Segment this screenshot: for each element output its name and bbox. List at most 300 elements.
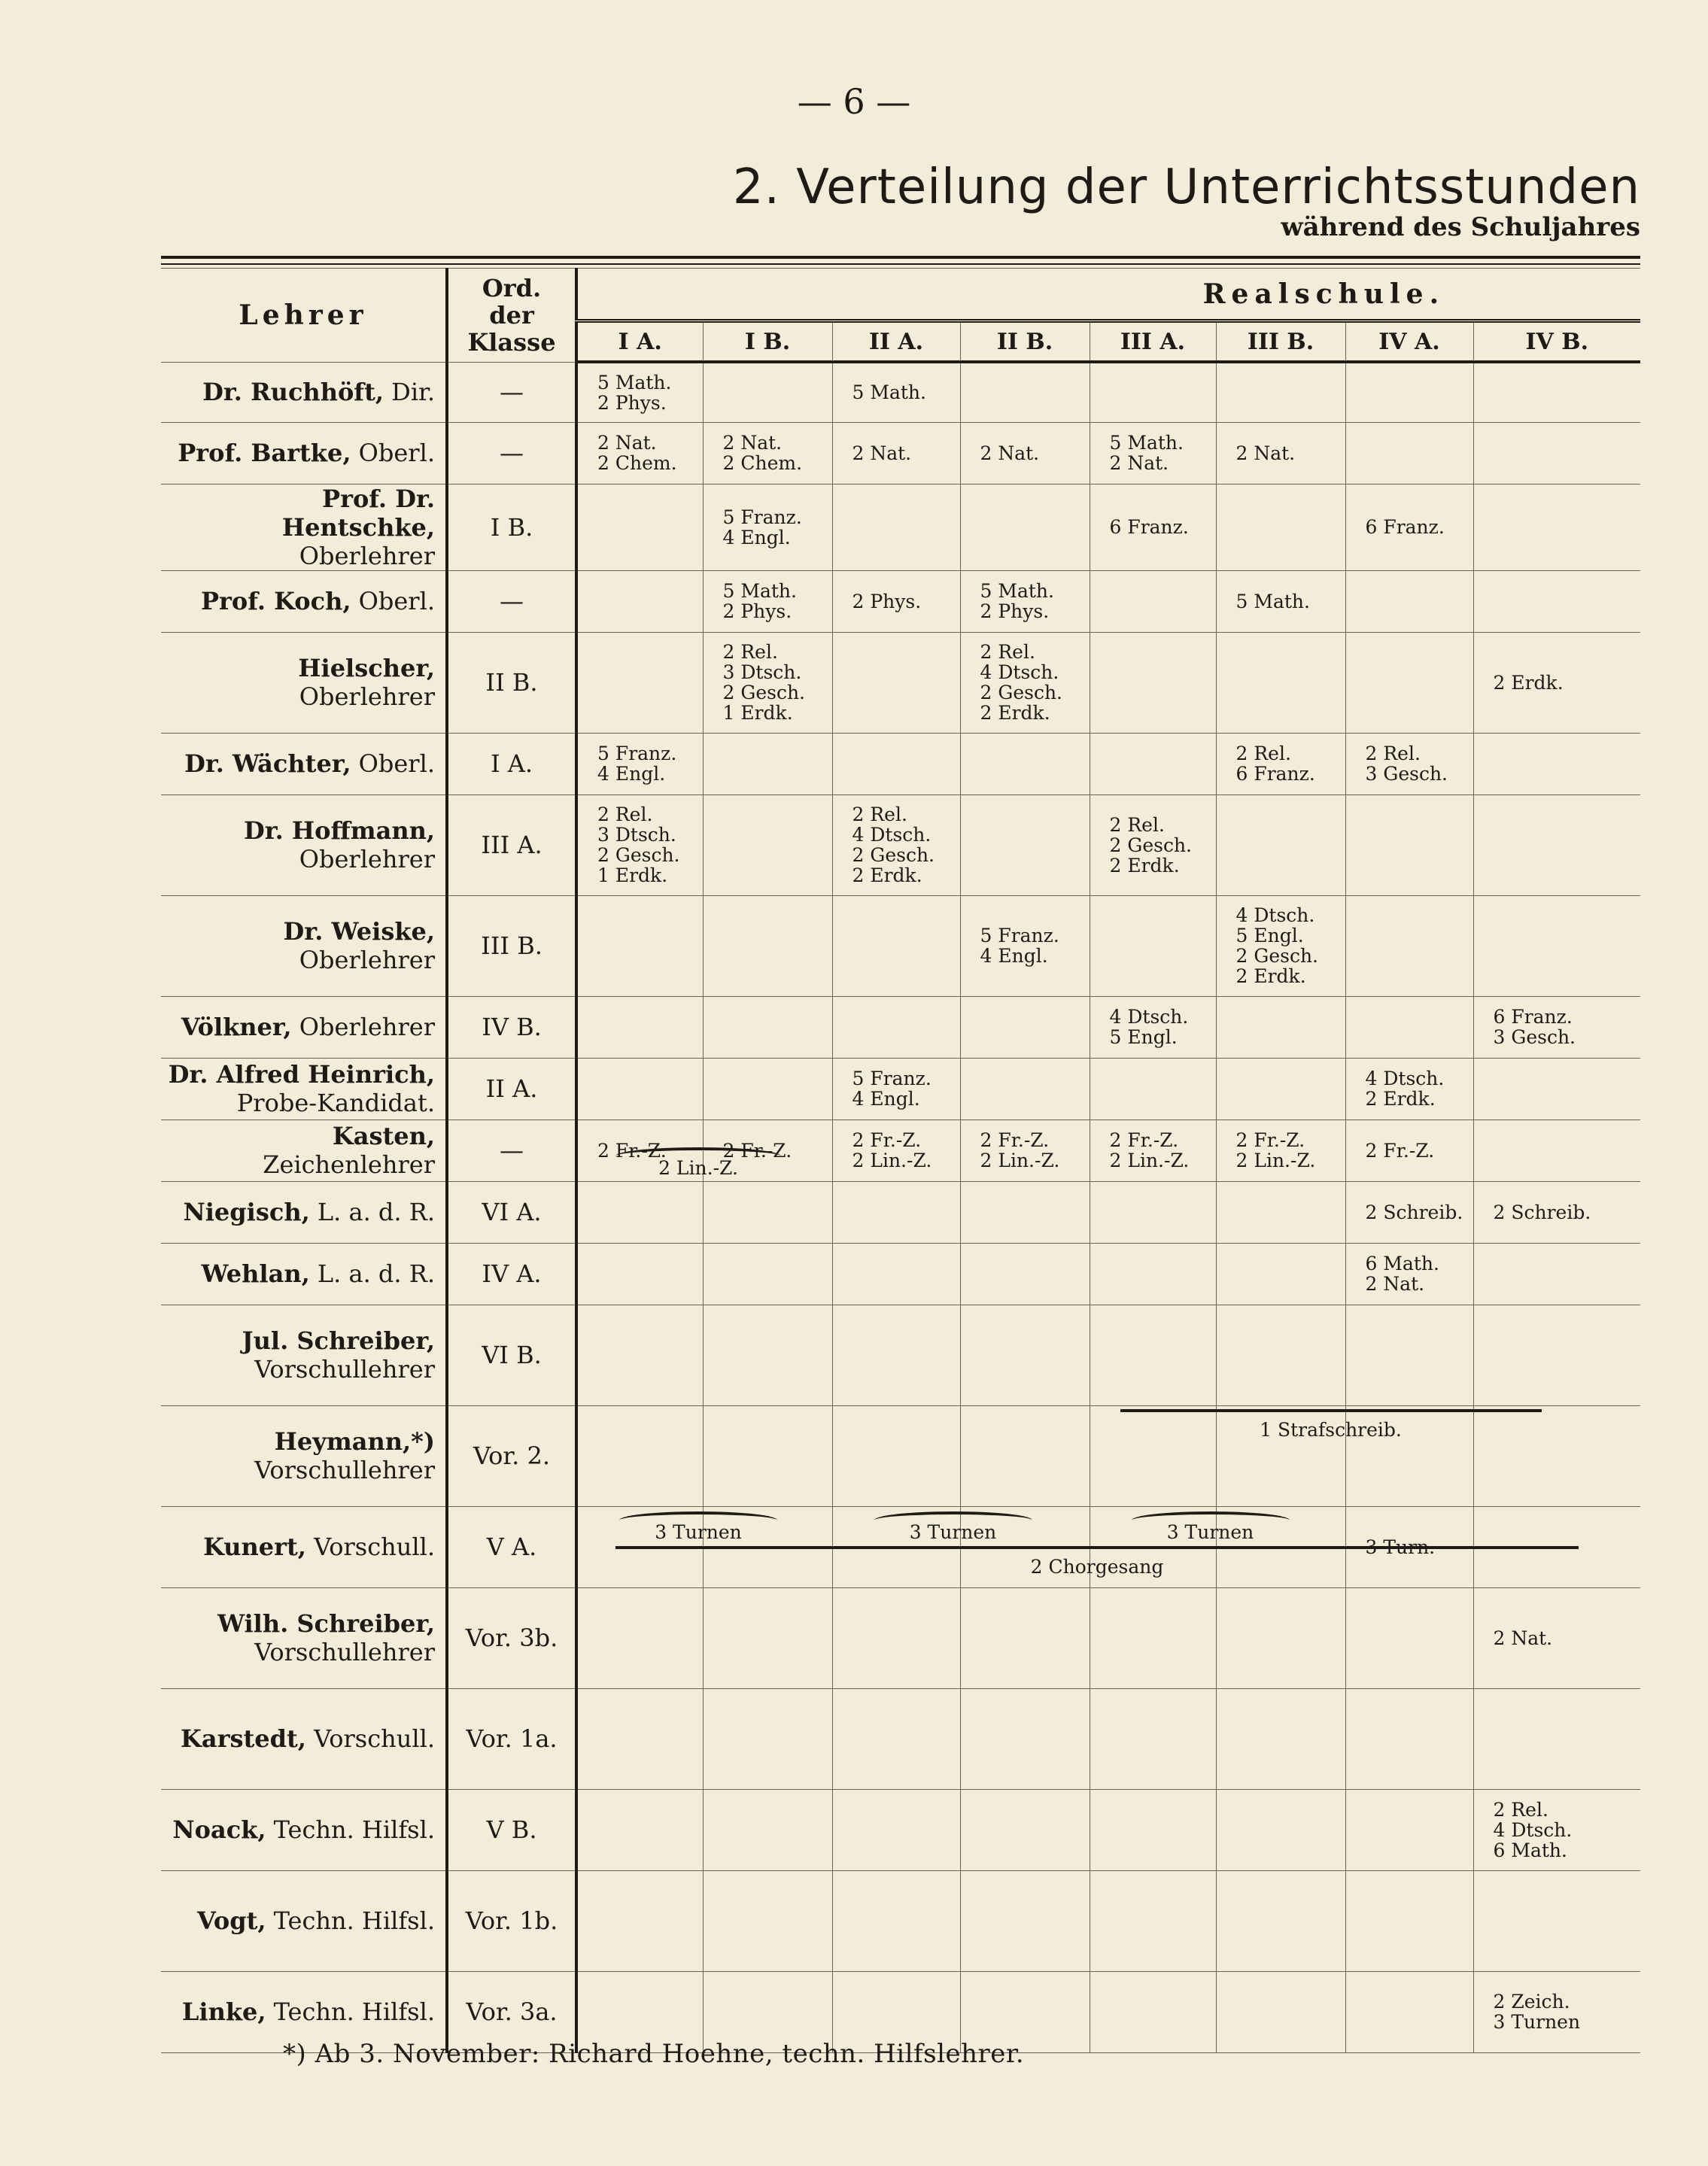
turnen-text: 3 Turnen <box>909 1520 997 1543</box>
table-row <box>161 1587 1640 1688</box>
ordinarius-class: IV A. <box>447 1243 576 1305</box>
lesson-cell <box>1473 484 1640 570</box>
lesson-cell <box>832 1305 960 1405</box>
lesson-cell <box>576 1181 703 1243</box>
teacher-cell <box>161 632 447 733</box>
lesson-cell <box>576 632 703 733</box>
lesson-entry: 2 Zeich. <box>1493 1991 1570 2013</box>
lesson-cell <box>832 484 960 570</box>
lesson-entry: 2 Lin.-Z. <box>980 1150 1060 1171</box>
lesson-entry: 2 Phys. <box>852 590 922 612</box>
ordinarius-class: — <box>447 422 576 484</box>
lesson-cell <box>960 1119 1090 1181</box>
lesson-cell <box>1345 1971 1473 2052</box>
lesson-cell <box>576 1243 703 1305</box>
teacher-role: L. a. d. R. <box>317 1259 435 1288</box>
ordinarius-class: Vor. 3b. <box>447 1587 576 1688</box>
header-class: IV A. <box>1345 321 1473 363</box>
lesson-cell <box>1345 632 1473 733</box>
lesson-cell <box>703 733 832 794</box>
ordinarius-class: — <box>447 1119 576 1181</box>
teacher-name: Prof. Koch, <box>200 587 351 615</box>
table-row <box>161 1058 1640 1119</box>
lesson-entry: 5 Math. <box>597 371 672 393</box>
lesson-entry: 2 Gesch. <box>722 682 805 703</box>
lesson-cell <box>1090 1305 1216 1405</box>
ordinarius-class: V A. <box>447 1506 576 1587</box>
lesson-cell <box>960 570 1090 632</box>
lesson-cell <box>1473 895 1640 996</box>
lesson-cell <box>1345 362 1473 422</box>
table-row <box>161 484 1640 570</box>
turnen-note <box>608 1511 789 1542</box>
ordinarius-class: Vor. 1a. <box>447 1688 576 1789</box>
teacher-name: Vogt, <box>196 1906 266 1935</box>
lesson-cell <box>1473 1305 1640 1405</box>
teacher-name: Dr. Alfred Heinrich, <box>168 1060 435 1089</box>
lesson-cell <box>576 1789 703 1870</box>
lesson-entry: 2 Erdk. <box>1109 854 1180 876</box>
lesson-cell <box>576 1405 703 1506</box>
page-subtitle: während des Schuljahres <box>1281 212 1640 242</box>
header-class: II A. <box>832 321 960 363</box>
teacher-name: Niegisch, <box>183 1198 310 1226</box>
teacher-cell <box>161 733 447 794</box>
lesson-cell <box>1345 422 1473 484</box>
teacher-cell <box>161 1506 447 1587</box>
lesson-cell <box>703 895 832 996</box>
lesson-cell <box>832 1789 960 1870</box>
table-row <box>161 1119 1640 1181</box>
lesson-cell <box>1090 1119 1216 1181</box>
table-row <box>161 895 1640 996</box>
lesson-cell <box>1216 1688 1345 1789</box>
lesson-entry: 3 Gesch. <box>1365 763 1448 785</box>
lesson-cell <box>703 362 832 422</box>
lesson-entry: 5 Math. <box>852 381 926 404</box>
lesson-entry: 2 Erdk. <box>852 864 922 886</box>
lesson-entry: 1 Erdk. <box>597 864 668 886</box>
table-row <box>161 733 1640 794</box>
lesson-cell <box>703 570 832 632</box>
teacher-cell <box>161 794 447 895</box>
lesson-cell <box>1216 895 1345 996</box>
lesson-entry: 6 Franz. <box>1109 516 1189 538</box>
lesson-entry: 4 Engl. <box>722 526 791 548</box>
lesson-cell <box>1473 632 1640 733</box>
lesson-entry: 5 Franz. <box>852 1068 931 1089</box>
lesson-cell <box>1345 1305 1473 1405</box>
ordinarius-class: Vor. 1b. <box>447 1870 576 1971</box>
header-class: III A. <box>1090 321 1216 363</box>
lesson-cell <box>703 1688 832 1789</box>
chorgesang-text: 2 Chorgesang <box>1030 1555 1164 1578</box>
lesson-cell <box>703 1405 832 1506</box>
lesson-entry: 2 Gesch. <box>980 682 1062 703</box>
teacher-cell <box>161 1305 447 1405</box>
lesson-entry: 5 Math. <box>722 580 797 602</box>
teacher-name: Wilh. Schreiber, <box>217 1609 435 1638</box>
teacher-cell <box>161 996 447 1058</box>
lesson-entry: 2 Nat. <box>597 432 657 454</box>
teacher-name: Völkner, <box>181 1013 292 1041</box>
lesson-cell <box>703 632 832 733</box>
lesson-cell <box>1090 1688 1216 1789</box>
lesson-cell <box>1216 570 1345 632</box>
lesson-entry: 2 Schreib. <box>1493 1201 1591 1223</box>
teacher-name: Noack, <box>172 1815 266 1844</box>
span-note-text: 1 Strafschreib. <box>1260 1418 1402 1441</box>
teacher-cell <box>161 1405 447 1506</box>
lesson-entry: 2 Lin.-Z. <box>1109 1150 1190 1171</box>
lesson-entry: 2 Lin.-Z. <box>852 1150 932 1171</box>
lesson-cell <box>703 484 832 570</box>
lesson-cell <box>703 794 832 895</box>
lesson-entry: 4 Dtsch. <box>1493 1818 1573 1841</box>
teacher-role: Techn. Hilfsl. <box>273 1815 435 1844</box>
table-row <box>161 362 1640 422</box>
lesson-entry: 2 Nat. <box>1493 1627 1553 1649</box>
lesson-cell <box>832 570 960 632</box>
lesson-entry: 2 Fr.-Z. <box>1365 1139 1435 1162</box>
lesson-entry: 5 Franz. <box>980 925 1059 946</box>
table-row <box>161 570 1640 632</box>
page-title: 2. Verteilung der Unterrichtsstunden <box>732 159 1640 215</box>
lesson-entry: 2 Gesch. <box>597 844 680 866</box>
lesson-entry: 6 Math. <box>1365 1253 1439 1274</box>
lesson-cell <box>832 996 960 1058</box>
lesson-cell <box>1473 1870 1640 1971</box>
lesson-cell <box>576 996 703 1058</box>
lesson-cell <box>1090 1789 1216 1870</box>
teacher-role: Oberl. <box>358 587 435 615</box>
lesson-cell <box>1345 794 1473 895</box>
teacher-role: Oberlehrer <box>299 682 435 711</box>
lesson-cell <box>703 1870 832 1971</box>
lesson-cell <box>960 1789 1090 1870</box>
table-row <box>161 1243 1640 1305</box>
turnen-note <box>1120 1511 1301 1542</box>
lesson-cell <box>1090 1870 1216 1971</box>
lesson-cell <box>960 1870 1090 1971</box>
lesson-entry: 2 Rel. <box>722 641 778 663</box>
lesson-cell <box>1090 1243 1216 1305</box>
teacher-role: Vorschullehrer <box>254 1638 435 1666</box>
lesson-cell <box>576 1870 703 1971</box>
lesson-cell <box>1345 1587 1473 1688</box>
lesson-cell <box>703 1305 832 1405</box>
teacher-name: Prof. Dr. Hentschke, <box>281 484 435 542</box>
header-teacher: Lehrer <box>161 269 447 363</box>
header-realschule: Realschule. <box>576 269 1640 321</box>
teacher-cell <box>161 1688 447 1789</box>
lesson-cell <box>960 362 1090 422</box>
lesson-entry: 5 Franz. <box>597 743 677 764</box>
teacher-name: Karstedt, <box>181 1724 306 1753</box>
lesson-cell <box>703 1181 832 1243</box>
lesson-entry: 2 Erdk. <box>1493 671 1564 694</box>
teacher-name: Heymann,*) <box>274 1427 435 1456</box>
teacher-role: Oberlehrer <box>299 541 435 570</box>
lesson-cell <box>1345 1119 1473 1181</box>
lesson-cell <box>1090 895 1216 996</box>
lesson-entry: 2 Schreib. <box>1365 1201 1463 1223</box>
lesson-entry: 2 Rel. <box>980 641 1035 663</box>
lesson-entry: 5 Engl. <box>1235 925 1304 946</box>
table-row <box>161 1688 1640 1789</box>
header-ord-line2: der <box>489 300 534 330</box>
table-row <box>161 422 1640 484</box>
ordinarius-class: II A. <box>447 1058 576 1119</box>
lesson-cell <box>1345 1789 1473 1870</box>
lesson-cell <box>832 1181 960 1243</box>
lesson-entry: 2 Gesch. <box>1109 834 1192 856</box>
lesson-cell <box>832 1243 960 1305</box>
lesson-cell <box>1473 794 1640 895</box>
lesson-entry: 2 Nat. <box>1109 452 1169 474</box>
lesson-cell <box>1473 996 1640 1058</box>
lesson-cell <box>576 794 703 895</box>
brace-mark <box>1120 1409 1542 1420</box>
lesson-cell <box>832 895 960 996</box>
lesson-cell <box>1216 632 1345 733</box>
lesson-entry: 2 Nat. <box>980 442 1040 464</box>
lesson-entry: 2 Nat. <box>722 432 783 454</box>
lesson-cell <box>1473 1789 1640 1870</box>
brace-mark <box>874 1511 1032 1522</box>
lesson-cell <box>576 1688 703 1789</box>
lesson-cell <box>576 422 703 484</box>
lesson-cell <box>832 632 960 733</box>
lesson-entry: 4 Dtsch. <box>1365 1068 1445 1089</box>
lesson-entry: 2 Chem. <box>597 452 677 474</box>
lesson-cell <box>1473 733 1640 794</box>
lesson-cell <box>1216 484 1345 570</box>
teacher-name: Dr. Wächter, <box>184 749 351 778</box>
span-note <box>1120 1409 1542 1440</box>
lesson-entry: 3 Dtsch. <box>597 824 676 846</box>
lesson-cell <box>1216 1789 1345 1870</box>
lesson-entry: 2 Gesch. <box>852 844 935 866</box>
teacher-cell <box>161 895 447 996</box>
teacher-role: Oberlehrer <box>299 845 435 873</box>
teacher-role: Techn. Hilfsl. <box>273 1997 435 2026</box>
lesson-cell <box>1473 1058 1640 1119</box>
lesson-cell <box>1473 1243 1640 1305</box>
lesson-cell <box>1216 1119 1345 1181</box>
header-ord-line1: Ord. <box>482 273 542 302</box>
teacher-role: Dir. <box>391 378 435 406</box>
lesson-cell <box>1090 794 1216 895</box>
table-row <box>161 1870 1640 1971</box>
lesson-cell <box>832 1587 960 1688</box>
table-row <box>161 632 1640 733</box>
lesson-entry: 2 Phys. <box>980 600 1050 622</box>
lesson-entry: 1 Erdk. <box>722 702 793 724</box>
lesson-cell <box>703 1789 832 1870</box>
lesson-cell <box>1345 996 1473 1058</box>
teacher-cell <box>161 1058 447 1119</box>
lesson-cell <box>1090 632 1216 733</box>
lesson-cell <box>576 1119 738 1181</box>
teacher-role: Vorschull. <box>314 1724 435 1753</box>
lesson-cell <box>1345 570 1473 632</box>
lesson-cell <box>960 1305 1090 1405</box>
lesson-entry: 2 Phys. <box>722 600 792 622</box>
table-row <box>161 1789 1640 1870</box>
lesson-cell <box>1090 570 1216 632</box>
lesson-cell <box>1090 733 1216 794</box>
lesson-cell <box>960 1688 1090 1789</box>
lesson-entry: 3 Gesch. <box>1493 1026 1576 1048</box>
lesson-cell <box>1090 1971 1216 2052</box>
lesson-cell <box>960 895 1090 996</box>
top-rule <box>161 256 1640 259</box>
teacher-name: Prof. Bartke, <box>178 439 351 467</box>
ordinarius-class: II B. <box>447 632 576 733</box>
lesson-cell <box>576 895 703 996</box>
ordinarius-class: III A. <box>447 794 576 895</box>
lesson-cell <box>1345 484 1473 570</box>
chorgesang-note <box>608 1546 1586 1577</box>
lesson-cell <box>832 733 960 794</box>
header-class: III B. <box>1216 321 1345 363</box>
brace-mark <box>615 1147 781 1158</box>
lesson-entry: 2 Fr.-Z. <box>597 1139 667 1162</box>
table-row <box>161 1181 1640 1243</box>
lesson-cell <box>960 1181 1090 1243</box>
teacher-role: Oberl. <box>358 749 435 778</box>
lesson-cell <box>1216 1305 1345 1405</box>
ordinarius-class: III B. <box>447 895 576 996</box>
lesson-cell <box>703 422 832 484</box>
header-ord-line3: Klasse <box>467 327 556 357</box>
teacher-role: Techn. Hilfsl. <box>273 1906 435 1935</box>
lesson-cell <box>1090 1058 1216 1119</box>
lesson-entry: 2 Fr.-Z. <box>1109 1129 1179 1151</box>
lesson-entry: 2 Erdk. <box>980 702 1050 724</box>
teacher-name: Dr. Hoffmann, <box>243 816 435 845</box>
teacher-cell <box>161 362 447 422</box>
lesson-cell <box>576 1305 703 1405</box>
teacher-role: Probe-Kandidat. <box>236 1089 435 1117</box>
lesson-cell <box>832 1058 960 1119</box>
lesson-cell <box>1345 1870 1473 1971</box>
lesson-entry: 2 Rel. <box>1365 743 1421 764</box>
lesson-cell <box>960 996 1090 1058</box>
lesson-cell <box>1090 362 1216 422</box>
lesson-entry: 2 Chem. <box>722 452 803 474</box>
lesson-cell <box>1473 362 1640 422</box>
ordinarius-class: Vor. 2. <box>447 1405 576 1506</box>
lesson-entry: 2 Phys. <box>597 391 667 414</box>
lesson-cell <box>1090 1405 1402 1506</box>
teacher-name: Jul. Schreiber, <box>242 1326 435 1355</box>
lesson-cell <box>960 1243 1090 1305</box>
lesson-cell <box>1473 1119 1640 1181</box>
header-ord <box>447 269 576 363</box>
lesson-cell <box>960 484 1090 570</box>
lesson-cell <box>576 1587 703 1688</box>
lesson-cell <box>960 422 1090 484</box>
lesson-cell <box>703 996 832 1058</box>
lesson-cell <box>960 1587 1090 1688</box>
teacher-cell <box>161 1119 447 1181</box>
brace-mark <box>619 1511 777 1522</box>
header-class: IV B. <box>1473 321 1640 363</box>
lesson-cell <box>1090 422 1216 484</box>
lesson-cell <box>832 794 960 895</box>
joint-note-text: 2 Lin.-Z. <box>658 1156 738 1179</box>
teacher-cell <box>161 484 447 570</box>
schedule-table <box>161 268 1640 2053</box>
teacher-name: Kunert, <box>203 1533 306 1561</box>
lesson-cell <box>832 1870 960 1971</box>
teacher-cell <box>161 570 447 632</box>
ordinarius-class: I B. <box>447 484 576 570</box>
lesson-entry: 6 Franz. <box>1235 763 1315 785</box>
lesson-cell <box>1473 570 1640 632</box>
ordinarius-class: Vor. 3a. <box>447 1971 576 2052</box>
teacher-role: Vorschull. <box>314 1533 435 1561</box>
ordinarius-class: IV B. <box>447 996 576 1058</box>
lesson-entry: 2 Fr.-Z. <box>852 1129 922 1151</box>
lesson-cell <box>1216 1870 1345 1971</box>
lesson-cell <box>1090 484 1216 570</box>
ordinarius-class: — <box>447 362 576 422</box>
lesson-cell <box>1216 1181 1345 1243</box>
brace-mark <box>1132 1511 1290 1522</box>
teacher-role: Vorschullehrer <box>254 1456 435 1484</box>
lesson-cell <box>960 1058 1090 1119</box>
lesson-cell <box>1345 1243 1473 1305</box>
lesson-cell <box>1216 362 1345 422</box>
lesson-cell <box>576 484 703 570</box>
header-class: II B. <box>960 321 1090 363</box>
lesson-entry: 3 Turn. <box>1365 1536 1436 1558</box>
lesson-cell <box>1473 422 1640 484</box>
ordinarius-class: VI B. <box>447 1305 576 1405</box>
lesson-entry: 2 Erdk. <box>1235 965 1306 987</box>
lesson-entry: 4 Engl. <box>980 945 1048 967</box>
page-number: — 6 — <box>797 81 911 122</box>
lesson-cell <box>832 422 960 484</box>
lesson-entry: 2 Erdk. <box>1365 1088 1436 1110</box>
lesson-entry: 4 Engl. <box>852 1088 920 1110</box>
turnen-note <box>863 1511 1044 1542</box>
teacher-role: Oberlehrer <box>299 1013 435 1041</box>
teacher-cell <box>161 1243 447 1305</box>
lesson-cell <box>703 1587 832 1688</box>
lesson-cell <box>832 1119 960 1181</box>
lesson-cell <box>1473 1181 1640 1243</box>
teacher-name: Linke, <box>181 1997 266 2026</box>
lesson-entry: 3 Dtsch. <box>722 661 802 683</box>
teacher-cell <box>161 1181 447 1243</box>
lesson-cell <box>1216 422 1345 484</box>
footnote: *) Ab 3. November: Richard Hoehne, techn. Hilfslehrer. <box>283 2039 1025 2069</box>
lesson-entry: 2 Rel. <box>597 804 653 825</box>
header-class: I B. <box>703 321 832 363</box>
lesson-entry: 3 Turnen <box>1493 2011 1581 2033</box>
lesson-cell <box>1216 1971 1345 2052</box>
lesson-cell <box>1473 1688 1640 1789</box>
header-class: I A. <box>576 321 703 363</box>
table-row <box>161 1305 1640 1405</box>
lesson-cell <box>1216 733 1345 794</box>
lesson-cell <box>576 1058 703 1119</box>
ordinarius-class: VI A. <box>447 1181 576 1243</box>
